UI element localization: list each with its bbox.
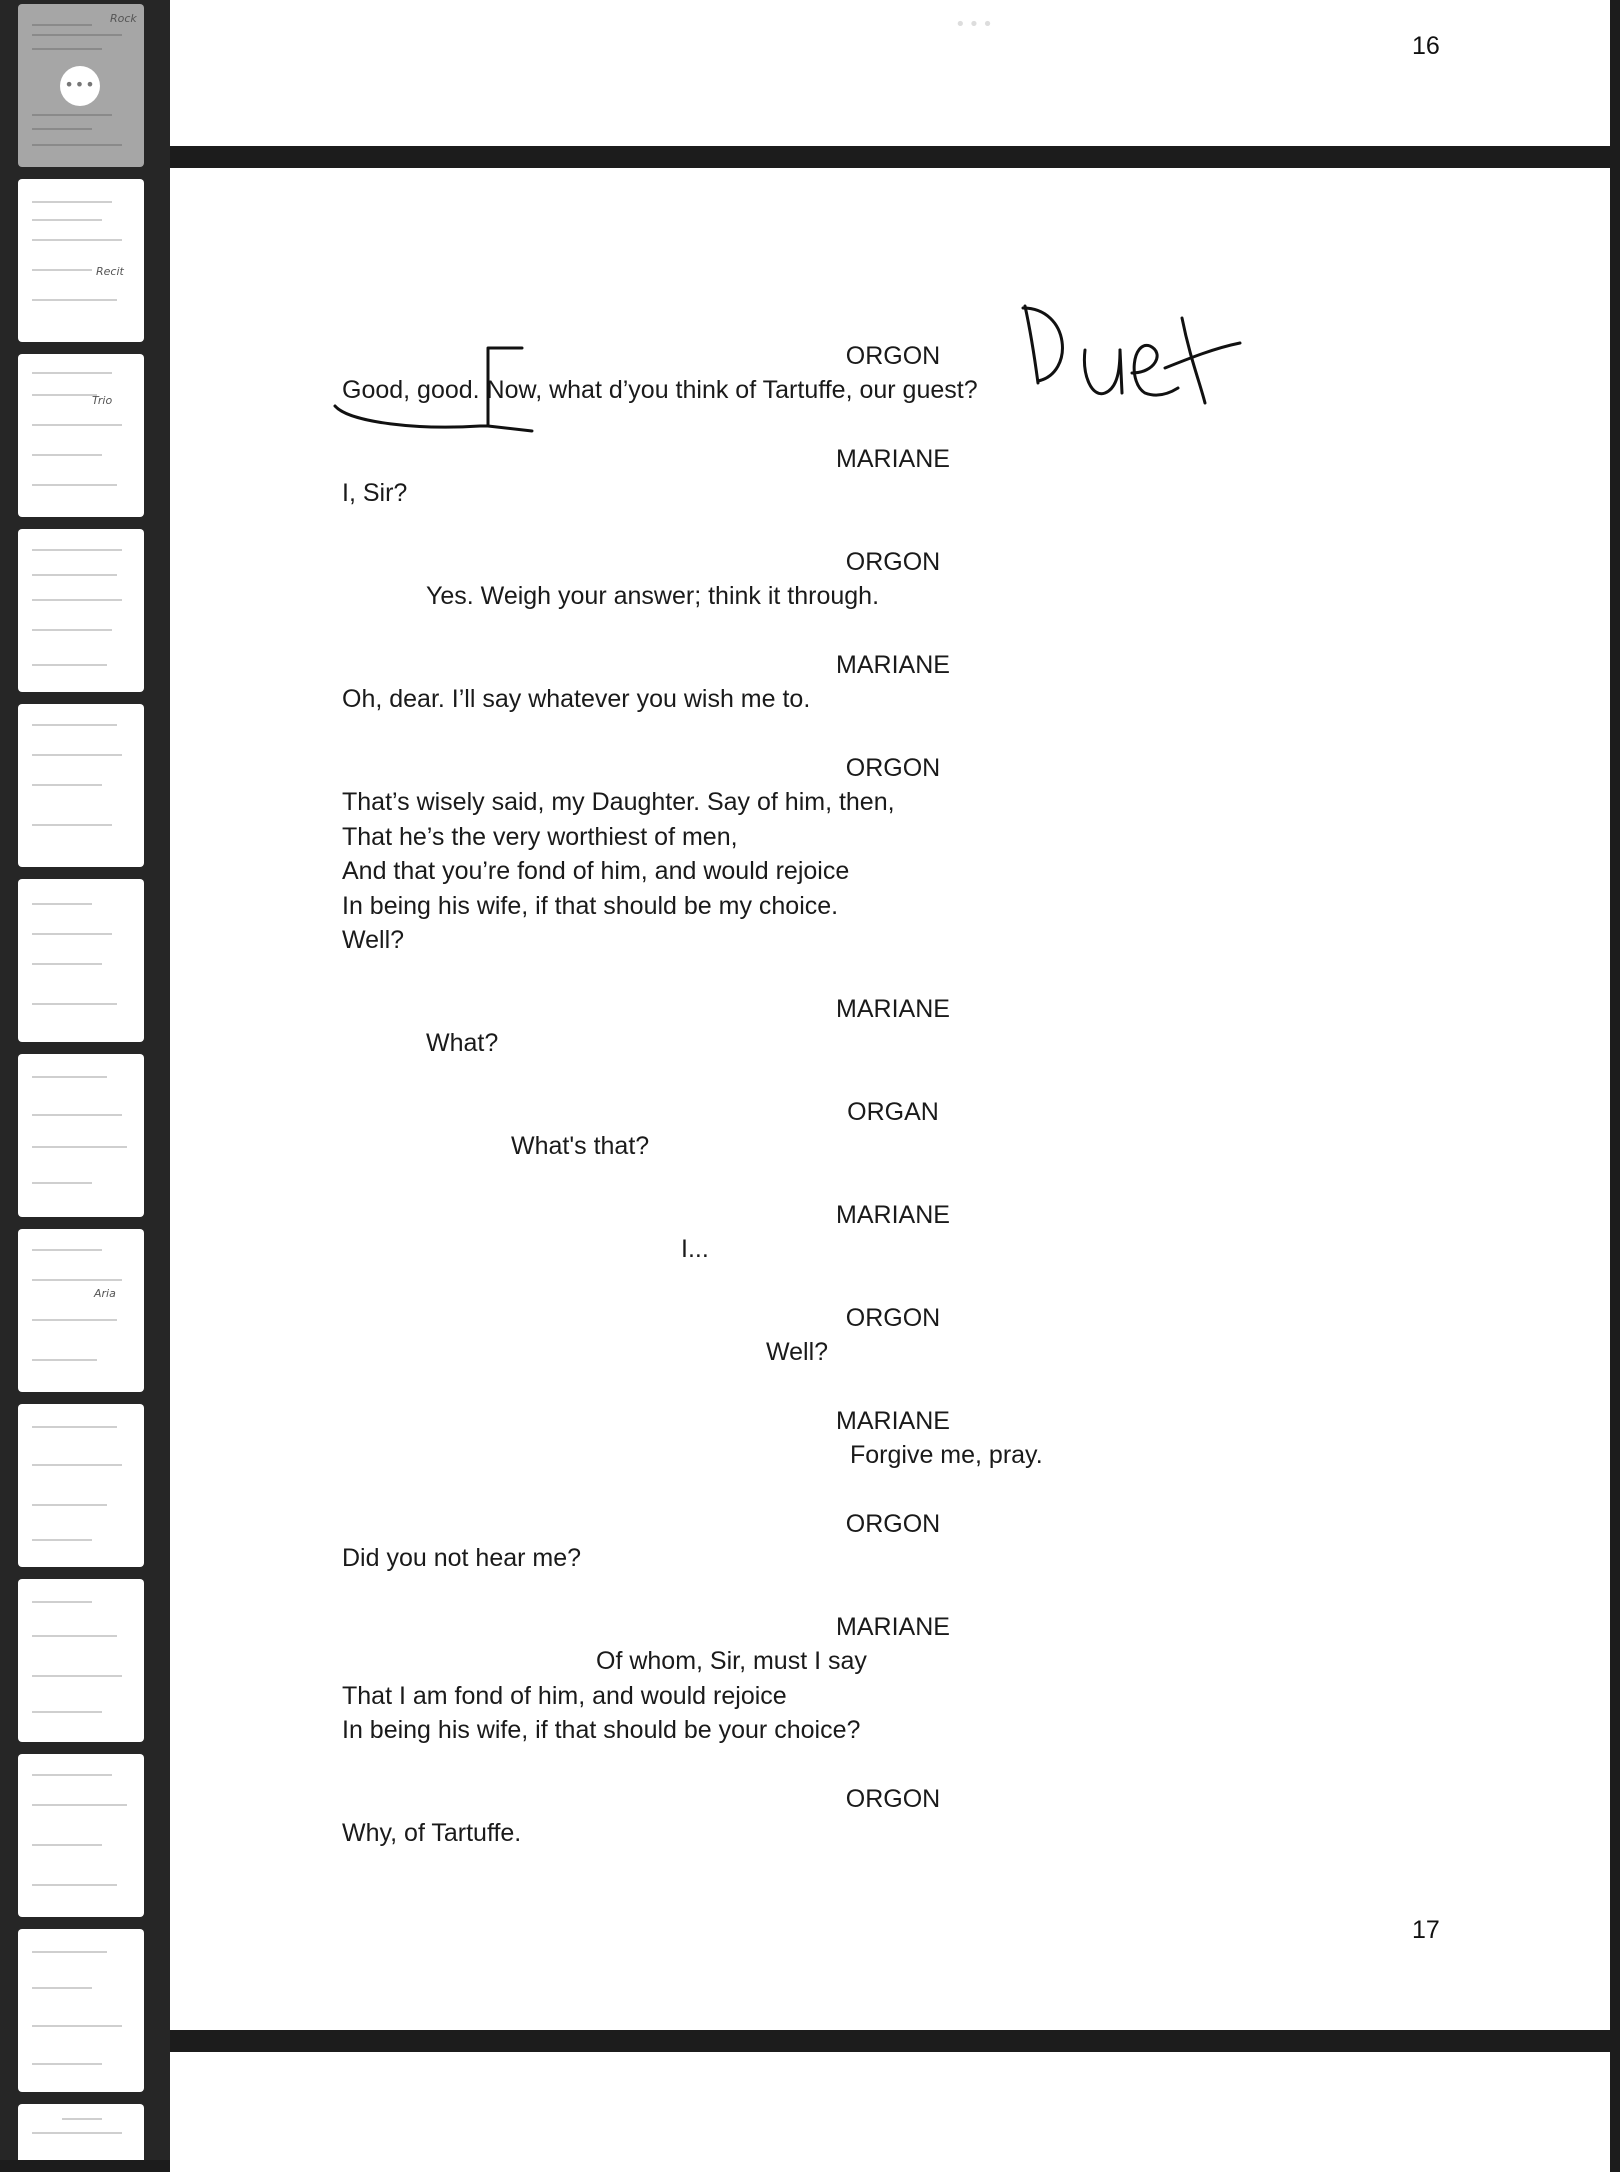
dialogue-line: In being his wife, if that should be your choice? [342, 1716, 861, 1744]
dialogue-line: Well? [342, 926, 405, 954]
thumb-text-line [32, 1464, 122, 1466]
thumbnail-page-24[interactable] [18, 1404, 144, 1567]
thumb-text-line [32, 2063, 102, 2065]
dialogue-line: What? [426, 1029, 499, 1057]
thumbnail-page-23[interactable] [18, 1229, 144, 1392]
dialogue-line: Did you not hear me? [342, 1544, 582, 1572]
dialogue-line: And that you’re fond of him, and would rejoice [342, 857, 850, 885]
page-number: 17 [1412, 1916, 1440, 1944]
thumb-text-line [32, 784, 102, 786]
thumb-text-line [32, 2132, 122, 2134]
speaker-name: ORGON [845, 342, 941, 370]
thumb-text-line [32, 1182, 92, 1184]
thumb-text-line [32, 299, 117, 301]
thumb-text-line [32, 372, 112, 374]
document-page-16 [170, 0, 1610, 146]
thumbnail-page-19[interactable] [18, 529, 144, 692]
thumbnail-page-17[interactable] [18, 179, 144, 342]
thumb-text-line [32, 1774, 112, 1776]
thumb-text-line [32, 1951, 107, 1953]
thumb-text-line [32, 454, 102, 456]
thumbnail-page-26[interactable] [18, 1754, 144, 1917]
ink-text: Duet [1270, 208, 1273, 209]
thumb-text-line [32, 24, 92, 26]
thumb-text-line [32, 1539, 92, 1541]
dialogue-line: That’s wisely said, my Daughter. Say of him, then, [342, 788, 895, 816]
thumb-text-line [32, 1426, 117, 1428]
thumb-text-line [32, 1601, 92, 1603]
speaker-name: ORGON [845, 548, 941, 576]
dialogue-line: In being his wife, if that should be my choice. [342, 892, 839, 920]
dialogue-line: Forgive me, pray. [850, 1441, 1043, 1469]
dialogue-line: Why, of Tartuffe. [342, 1819, 522, 1847]
thumb-text-line [32, 1114, 122, 1116]
thumb-text-line [32, 903, 92, 905]
thumb-handwritten-label: Recit [96, 265, 124, 278]
thumb-handwritten-label: Rock [110, 12, 137, 25]
thumbnail-page-18[interactable] [18, 354, 144, 517]
thumb-text-line [32, 269, 92, 271]
speaker-name: MARIANE [836, 1613, 950, 1641]
thumb-text-line [32, 724, 117, 726]
thumb-text-line [32, 1003, 117, 1005]
speaker-name: ORGAN [847, 1098, 939, 1126]
dialogue-line: Oh, dear. I’ll say whatever you wish me to. [342, 685, 811, 713]
thumb-text-line [32, 933, 112, 935]
ink-letter-stroke [1182, 318, 1205, 403]
thumb-handwritten-label: Trio [92, 394, 113, 407]
thumbnail-page-27[interactable] [18, 1929, 144, 2092]
speaker-name: ORGON [845, 1510, 941, 1538]
dialogue-line: That I am fond of him, and would rejoice [342, 1682, 787, 1710]
thumb-text-line [32, 754, 122, 756]
thumb-text-line [32, 1987, 92, 1989]
thumb-text-line [32, 128, 92, 130]
thumbnail-page-22[interactable] [18, 1054, 144, 1217]
dialogue-line: That he’s the very worthiest of men, [342, 823, 738, 851]
thumbnail-page-28[interactable] [18, 2104, 144, 2160]
dialogue-line: Of whom, Sir, must I say [596, 1647, 867, 1675]
thumb-text-line [32, 1319, 117, 1321]
thumb-text-line [32, 48, 102, 50]
thumb-text-line [32, 963, 102, 965]
thumb-text-line [32, 1804, 127, 1806]
speaker-name: MARIANE [836, 1407, 950, 1435]
thumb-text-line [32, 824, 112, 826]
dialogue-line: Good, good. Now, what d’you think of Tartuffe, our guest? [342, 376, 978, 404]
speaker-name: MARIANE [836, 445, 950, 473]
thumb-text-line [32, 219, 102, 221]
thumb-text-line [32, 1146, 127, 1148]
thumb-text-line [32, 239, 122, 241]
thumb-text-line [32, 1504, 107, 1506]
thumbnail-sidebar [0, 0, 170, 2160]
thumb-text-line [32, 1359, 97, 1361]
ink-letter-stroke [1084, 350, 1120, 394]
dialogue-line: What's that? [511, 1132, 650, 1160]
speaker-name: MARIANE [836, 995, 950, 1023]
thumb-text-line [32, 574, 117, 576]
thumb-text-line [32, 1675, 122, 1677]
more-options-icon[interactable]: ••• [955, 14, 996, 35]
speaker-name: MARIANE [836, 1201, 950, 1229]
thumb-handwritten-label: Aria [94, 1287, 116, 1300]
speaker-name: ORGON [845, 754, 941, 782]
thumb-text-line [32, 1711, 102, 1713]
thumbnail-page-16[interactable] [18, 4, 144, 167]
document-page-18 [170, 2052, 1610, 2172]
dialogue-line: I... [681, 1235, 709, 1263]
thumbnail-page-21[interactable] [18, 879, 144, 1042]
thumb-text-line [32, 1884, 117, 1886]
ink-letter-stroke [1132, 345, 1178, 395]
thumb-text-line [32, 144, 122, 146]
ink-letter-stroke [1120, 350, 1122, 393]
thumbnail-page-25[interactable] [18, 1579, 144, 1742]
page-number: 16 [1412, 32, 1440, 60]
thumb-text-line [32, 1076, 107, 1078]
thumb-text-line [62, 2118, 102, 2120]
thumb-text-line [32, 201, 112, 203]
thumb-text-line [32, 484, 117, 486]
speaker-name: MARIANE [836, 651, 950, 679]
dialogue-line: Yes. Weigh your answer; think it through. [426, 582, 880, 610]
dialogue-line: Well? [766, 1338, 829, 1366]
thumb-text-line [32, 424, 122, 426]
speaker-name: ORGON [845, 1304, 941, 1332]
thumb-text-line [32, 549, 122, 551]
thumbnail-page-20[interactable] [18, 704, 144, 867]
thumb-text-line [32, 1635, 117, 1637]
thumb-text-line [32, 34, 122, 36]
ink-letter-stroke [1165, 343, 1240, 368]
thumb-text-line [32, 114, 112, 116]
thumb-text-line [32, 1249, 102, 1251]
dialogue-line: I, Sir? [342, 479, 408, 507]
thumb-text-line [32, 599, 122, 601]
thumb-text-line [32, 394, 97, 396]
speaker-name: ORGON [845, 1785, 941, 1813]
document-page-17 [170, 168, 1610, 2030]
thumb-text-line [32, 1844, 102, 1846]
thumb-text-line [32, 664, 107, 666]
ink-bracket-stroke [488, 426, 532, 431]
thumb-text-line [32, 1279, 122, 1281]
thumb-text-line [32, 2025, 122, 2027]
more-options-icon[interactable]: ••• [60, 66, 100, 106]
thumb-text-line [32, 629, 112, 631]
